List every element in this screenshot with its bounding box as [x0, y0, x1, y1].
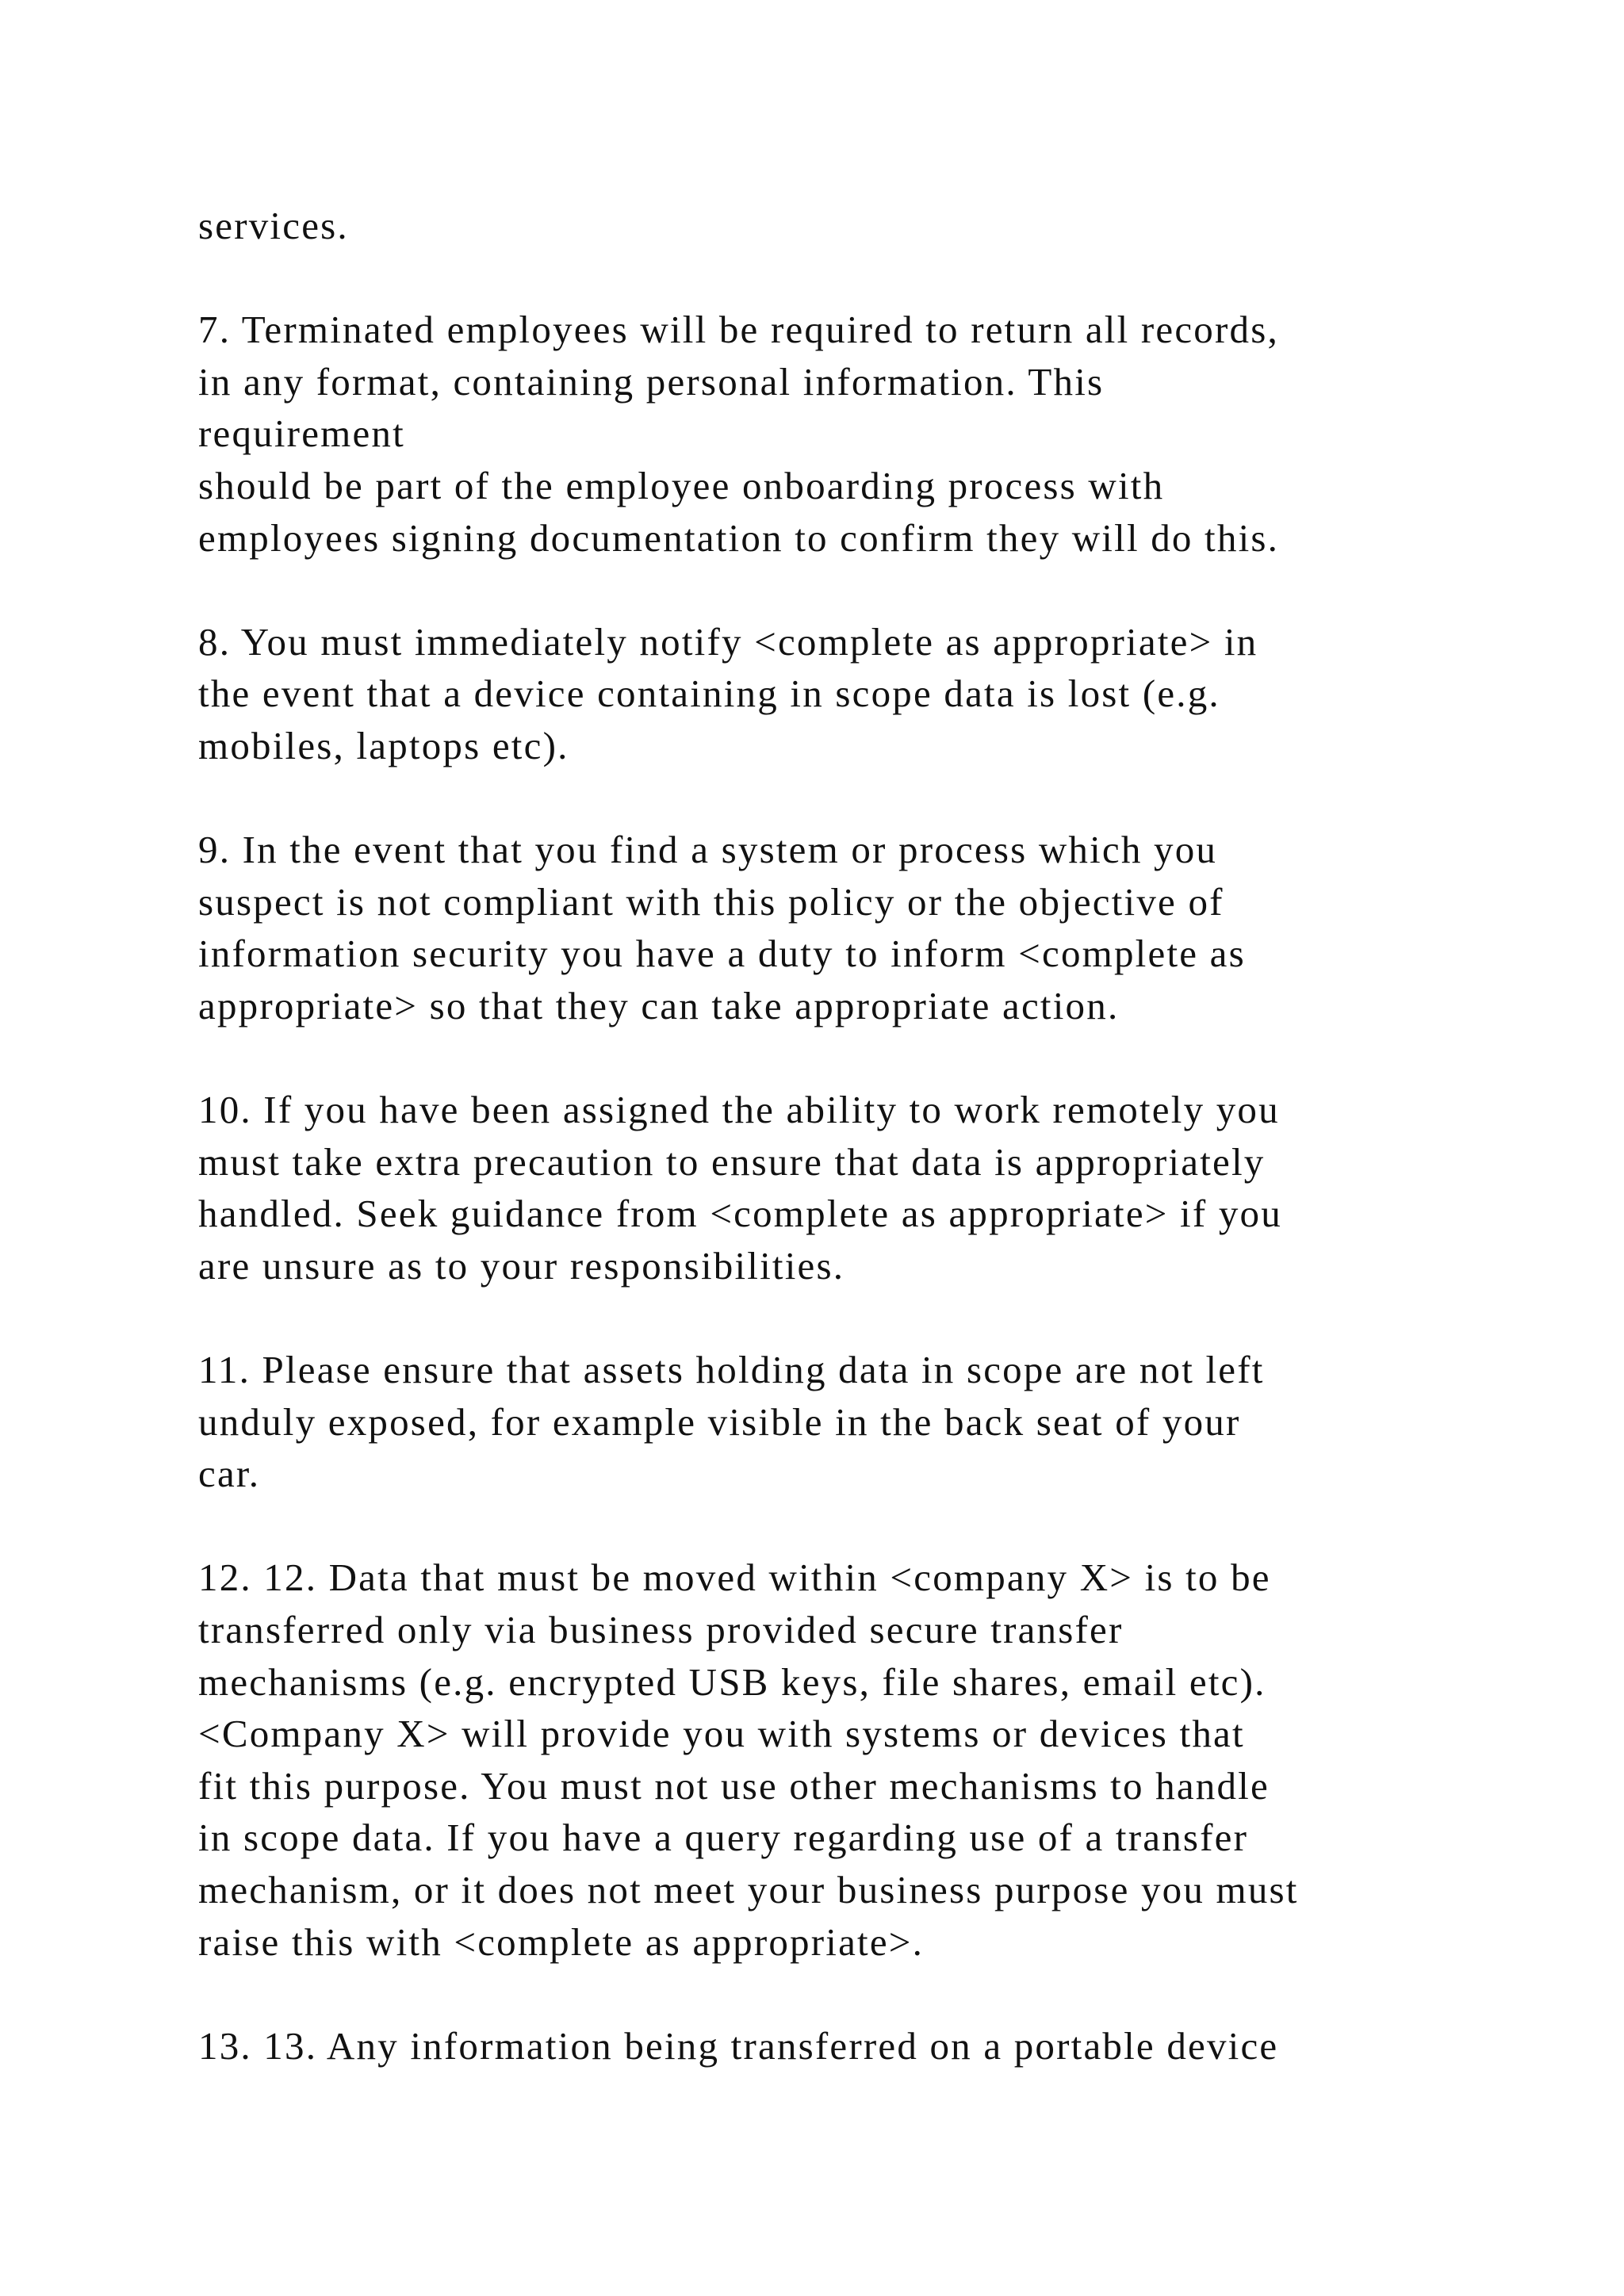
text-line: 7. Terminated employees will be required to return all records,: [198, 308, 1279, 352]
text-line: in scope data. If you have a query regarding use of a transfer: [198, 1816, 1249, 1860]
blank-line: [198, 1032, 1594, 1085]
text-line: 11. Please ensure that assets holding data in scope are not left: [198, 1348, 1265, 1392]
text-line: are unsure as to your responsibilities.: [198, 1243, 845, 1288]
text-line: 8. You must immediately notify <complete as appropriate> in: [198, 619, 1258, 664]
text-line: fit this purpose. You must not use other mechanisms to handle: [198, 1763, 1270, 1808]
text-line: must take extra precaution to ensure that data is appropriately: [198, 1139, 1266, 1184]
text-line: raise this with <complete as appropriate>.: [198, 1919, 925, 1964]
text-line: handled. Seek guidance from <complete as appropriate> if you: [198, 1192, 1282, 1236]
text-line: the event that a device containing in scope data is lost (e.g.: [198, 672, 1220, 716]
text-line: 12. 12. Data that must be moved within <company X> is to be: [198, 1556, 1271, 1600]
text-line: transferred only via business provided secure transfer: [198, 1608, 1124, 1652]
text-line: mechanism, or it does not meet your business purpose you must: [198, 1868, 1299, 1911]
blank-line: [198, 564, 1594, 616]
document-body: [198, 200, 1594, 2072]
text-line: suspect is not compliant with this policy or the objective of: [198, 879, 1224, 924]
text-line: unduly exposed, for example visible in the back seat of your: [198, 1399, 1241, 1444]
text-line: mobiles, laptops etc).: [198, 723, 569, 767]
text-line: 9. In the event that you find a system or process which you: [198, 828, 1218, 872]
blank-line: [198, 1968, 1594, 2020]
text-line: mechanisms (e.g. encrypted USB keys, file shares, email etc).: [198, 1659, 1266, 1704]
text-line: 13. 13. Any information being transferred on a portable device: [198, 2023, 1279, 2068]
text-line: <Company X> will provide you with systems or devices that: [198, 1712, 1245, 1756]
text-line: in any format, containing personal information. This: [198, 359, 1105, 404]
blank-line: [198, 252, 1594, 304]
text-line: information security you have a duty to inform <complete as: [198, 932, 1246, 976]
text-line: 10. If you have been assigned the ability to work remotely you: [198, 1088, 1280, 1132]
text-line: should be part of the employee onboarding process with: [198, 463, 1165, 507]
blank-line: [198, 1292, 1594, 1344]
text-line: employees signing documentation to confirm they will do this.: [198, 515, 1280, 560]
text-line: appropriate> so that they can take appropriate action.: [198, 983, 1120, 1027]
text-line: requirement: [198, 411, 405, 456]
text-line: services.: [198, 204, 349, 247]
blank-line: [198, 1500, 1594, 1552]
text-line: car.: [198, 1452, 261, 1496]
blank-line: [198, 772, 1594, 825]
